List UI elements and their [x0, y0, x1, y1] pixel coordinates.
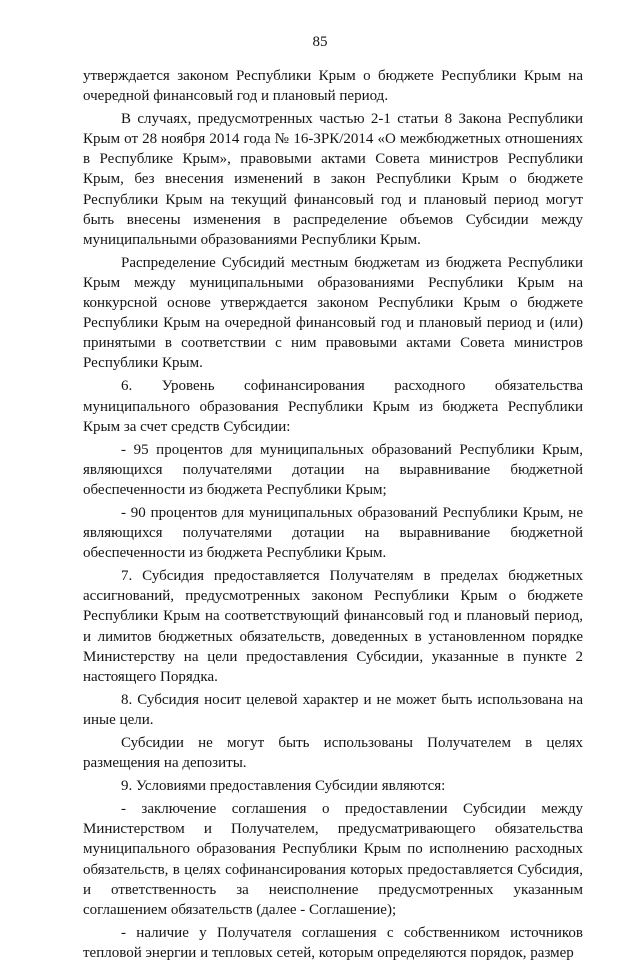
page-number: 85: [312, 34, 328, 50]
paragraph: В случаях, предусмотренных частью 2-1 статьи 8 Закона Республики Крым от 28 ноября 2014 года № 16-ЗРК/2014 «О межбюджетных отношениях в Республике Крым», правовыми актами Совета министров Республики Крым, без внесения изменений в закон Республики Крым о бюджете Республики Крым на текущий финансовый год и плановый период могут быть внесены изменения в распределение объемов Субсидии между муниципальными образованиями Республики Крым.: [83, 111, 583, 248]
paragraph: - 95 процентов для муниципальных образований Республики Крым, являющихся получателями дотации на выравнивание бюджетной обеспеченности из бюджета Республики Крым;: [83, 441, 583, 498]
paragraph: 8. Субсидия носит целевой характер и не может быть использована на иные цели.: [83, 691, 583, 728]
paragraph: Распределение Субсидий местным бюджетам из бюджета Республики Крым между муниципальными образованиями Республики Крым на конкурсной основе утверждается законом Республики Крым о бюджете Республики Крым на очередной финансовый год и плановый период и (или) принятыми в соответствии с ним правовыми актами Совета министров Республики Крым.: [83, 254, 583, 372]
paragraph: утверждается законом Республики Крым о бюджете Республики Крым на очередной финансовый год и плановый период.: [83, 68, 583, 105]
paragraph: - наличие у Получателя соглашения с собственником источников тепловой энергии и тепловых сетей, которым определяются порядок, размер: [83, 924, 583, 961]
paragraph: - заключение соглашения о предоставлении Субсидии между Министерством и Получателем, предусматривающего обязательства муниципального образования Республики Крым по исполнению расходных обязательств, в целях софинансирования которых предоставляется Субсидия, и ответственность за неисполнение предусмотренных указанным соглашением обязательств (далее - Соглашение);: [83, 801, 583, 918]
paragraph: Субсидии не могут быть использованы Получателем в целях размещения на депозиты.: [83, 735, 583, 772]
paragraph: 6. Уровень софинансирования расходного обязательства муниципального образования Республики Крым из бюджета Республики Крым за счет средств Субсидии:: [83, 378, 583, 435]
document-body: [83, 66, 583, 966]
paragraph: - 90 процентов для муниципальных образований Республики Крым, не являющихся получателями дотации на выравнивание бюджетной обеспеченности из бюджета Республики Крым.: [83, 504, 583, 562]
paragraph: 7. Субсидия предоставляется Получателям в пределах бюджетных ассигнований, предусмотренных законом Республики Крым о бюджете Республики Крым на соответствующий финансовый год и плановый период, и лимитов бюджетных обязательств, доведенных в установленном порядке Министерству на цели предоставления Субсидии, указанные в пункте 2 настоящего Порядка.: [83, 568, 583, 685]
paragraph: 9. Условиями предоставления Субсидии являются:: [121, 778, 446, 795]
